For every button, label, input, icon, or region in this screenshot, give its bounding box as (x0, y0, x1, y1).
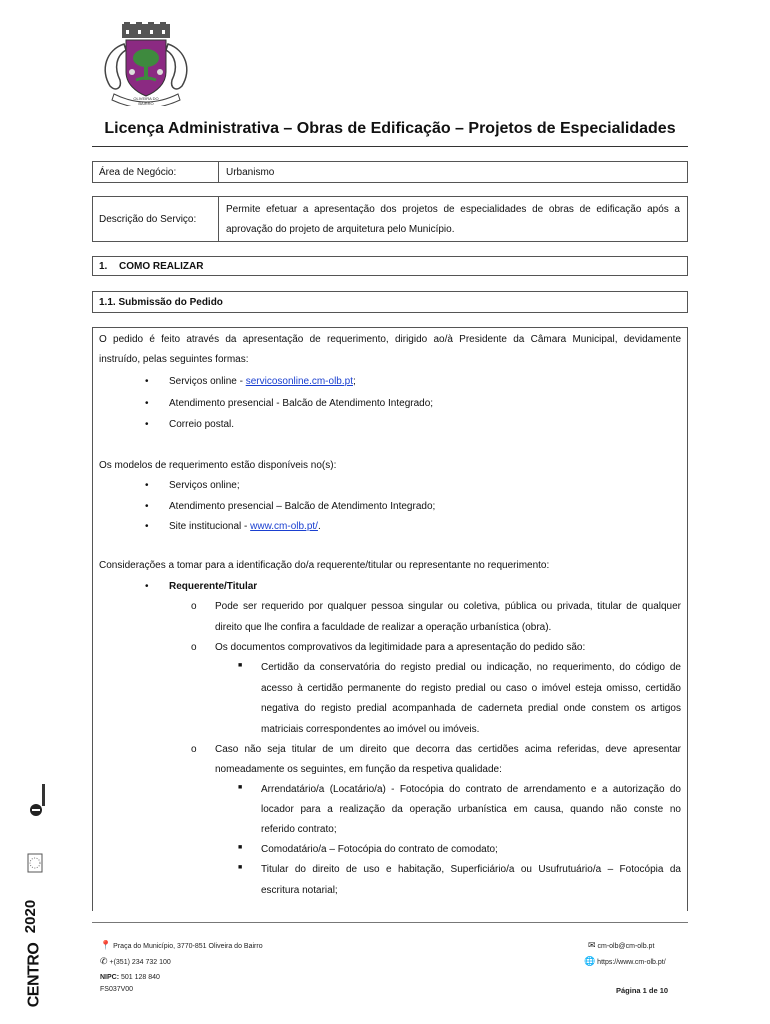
description-line-2: aprovação do projeto de arquitetura pelo Município. (226, 224, 455, 235)
address-text: Praça do Município, 3770-851 Oliveira do Bairro (113, 943, 263, 950)
p1-line-1: O pedido é feito através da apresentação de requerimento, dirigido ao/à Presidente da Câmara Municipal, devidamente (99, 334, 681, 345)
form-online: Serviços online - servicosonline.cm-olb.pt; (169, 376, 356, 387)
mail-icon: ✉ (588, 940, 596, 950)
arr-line-3: referido contrato; (261, 824, 337, 835)
crest-ribbon-text: OLIVEIRA DO BAIRRO (133, 96, 159, 106)
cert-line-2: acesso à certidão permanente do registo predial ou caso o imóvel esteja omisso, certidão (261, 683, 681, 694)
area-row (92, 161, 688, 183)
bullet-dot: • (145, 480, 149, 491)
footer-divider (92, 922, 688, 923)
r3-line-2: nomeadamente os seguintes, em função da respetiva qualidade: (215, 764, 502, 775)
area-label: Área de Negócio: (99, 167, 177, 178)
description-row (92, 196, 688, 242)
form-correio: Correio postal. (169, 419, 235, 430)
circle-bullet: o (191, 642, 197, 653)
p1-line-2: instruído, pelas seguintes formas: (99, 354, 249, 365)
pessoas-2030-logo (26, 780, 50, 820)
cert-line-1: Certidão da conservatória do registo predial ou indicação, no requerimento, do código de (261, 662, 681, 673)
tit-line-2: escritura notarial; (261, 885, 338, 896)
bullet-dot: • (145, 581, 149, 592)
cert-line-3: negativa do registo predial acompanhada de caderneta predial onde constem os artigos (261, 703, 681, 714)
requerente-title: Requerente/Titular (169, 581, 258, 592)
bullet-dot: • (145, 419, 149, 430)
section-1-1-title: 1.1. Submissão do Pedido (99, 297, 223, 308)
bullet-dot: • (145, 521, 149, 532)
section-1-title: COMO REALIZAR (119, 261, 204, 272)
location-pin-icon: 📍 (100, 940, 112, 950)
r2: Os documentos comprovativos da legitimidade para a apresentação do pedido são: (215, 642, 586, 653)
phone-icon: ✆ (100, 956, 108, 966)
r1-line-2: direito que lhe confira a faculdade de realizar a operação urbanística (obra). (215, 622, 552, 633)
page-number: Página 1 de 10 (616, 986, 669, 995)
p2: Os modelos de requerimento estão disponíveis no(s): (99, 460, 337, 471)
email-row (588, 940, 654, 951)
description-label: Descrição do Serviço: (99, 214, 197, 225)
arr-line-2: locador para a realização da operação urbanística em causa, quando não conste no (261, 804, 681, 815)
model-online: Serviços online; (169, 480, 240, 491)
bullet-dot: • (145, 376, 149, 387)
site-link[interactable]: www.cm-olb.pt/ (250, 521, 318, 532)
comodatario: Comodatário/a – Fotocópia do contrato de comodato; (261, 844, 498, 855)
globe-icon: 🌐 (584, 956, 596, 966)
centro-2020-text: CENTRO (25, 942, 43, 1008)
email-text: cm-olb@cm-olb.pt (597, 943, 655, 950)
cert-line-4: matriciais correspondentes ao imóvel ou imóveis. (261, 724, 480, 735)
form-presencial: Atendimento presencial - Balcão de Atendimento Integrado; (169, 398, 434, 409)
area-value: Urbanismo (226, 167, 275, 178)
content-box (92, 327, 688, 911)
model-presencial: Atendimento presencial – Balcão de Atendimento Integrado; (169, 501, 436, 512)
address-row (100, 940, 263, 951)
section-1-number: 1. (99, 261, 108, 272)
phone-row (100, 956, 171, 967)
p3: Considerações a tomar para a identificação do/a requerente/titular ou representante no requerimento: (99, 560, 550, 571)
section-1-1-header (92, 291, 688, 313)
document-code: FS037V00 (100, 986, 134, 993)
nipc-label: NIPC: (100, 974, 120, 981)
servicosonline-link[interactable]: servicosonline.cm-olb.pt (245, 376, 353, 387)
website-row (584, 956, 666, 967)
bullet-dot: • (145, 501, 149, 512)
municipal-crest-logo (96, 22, 196, 106)
eu-flag-logo (26, 852, 50, 876)
model-site: Site institucional - www.cm-olb.pt/. (169, 521, 321, 532)
arr-line-1: Arrendatário/a (Locatário/a) - Fotocópia do contrato de arrendamento e a autorização do (261, 784, 681, 795)
phone-text: +(351) 234 732 100 (109, 959, 171, 966)
website-text: https://www.cm-olb.pt/ (597, 959, 666, 966)
r1-line-1: Pode ser requerido por qualquer pessoa singular ou coletiva, pública ou privada, titular de qualquer (215, 601, 681, 612)
circle-bullet: o (191, 601, 197, 612)
r3-line-1: Caso não seja titular de um direito que decorra das certidões acima referidas, deve apresentar (215, 744, 681, 755)
centro-2020-logo (22, 886, 50, 1008)
title-divider (92, 146, 688, 147)
nipc-row (100, 974, 160, 981)
tit-line-1: Titular do direito de uso e habitação, Superficiário/a ou Usufrutuário/a – Fotocópia da (261, 864, 681, 875)
square-bullet: ■ (238, 864, 243, 871)
circle-bullet: o (191, 744, 197, 755)
section-1-header (92, 256, 688, 276)
bullet-dot: • (145, 398, 149, 409)
centro-2020-year: 2020 (22, 899, 40, 934)
square-bullet: ■ (238, 784, 243, 791)
document-title: Licença Administrativa – Obras de Edificação – Projetos de Especialidades (104, 120, 676, 137)
nipc-value: 501 128 840 (121, 974, 160, 981)
square-bullet: ■ (238, 662, 243, 669)
description-line-1: Permite efetuar a apresentação dos projetos de especialidades de obras de edificação após a (226, 204, 680, 215)
square-bullet: ■ (238, 844, 243, 851)
